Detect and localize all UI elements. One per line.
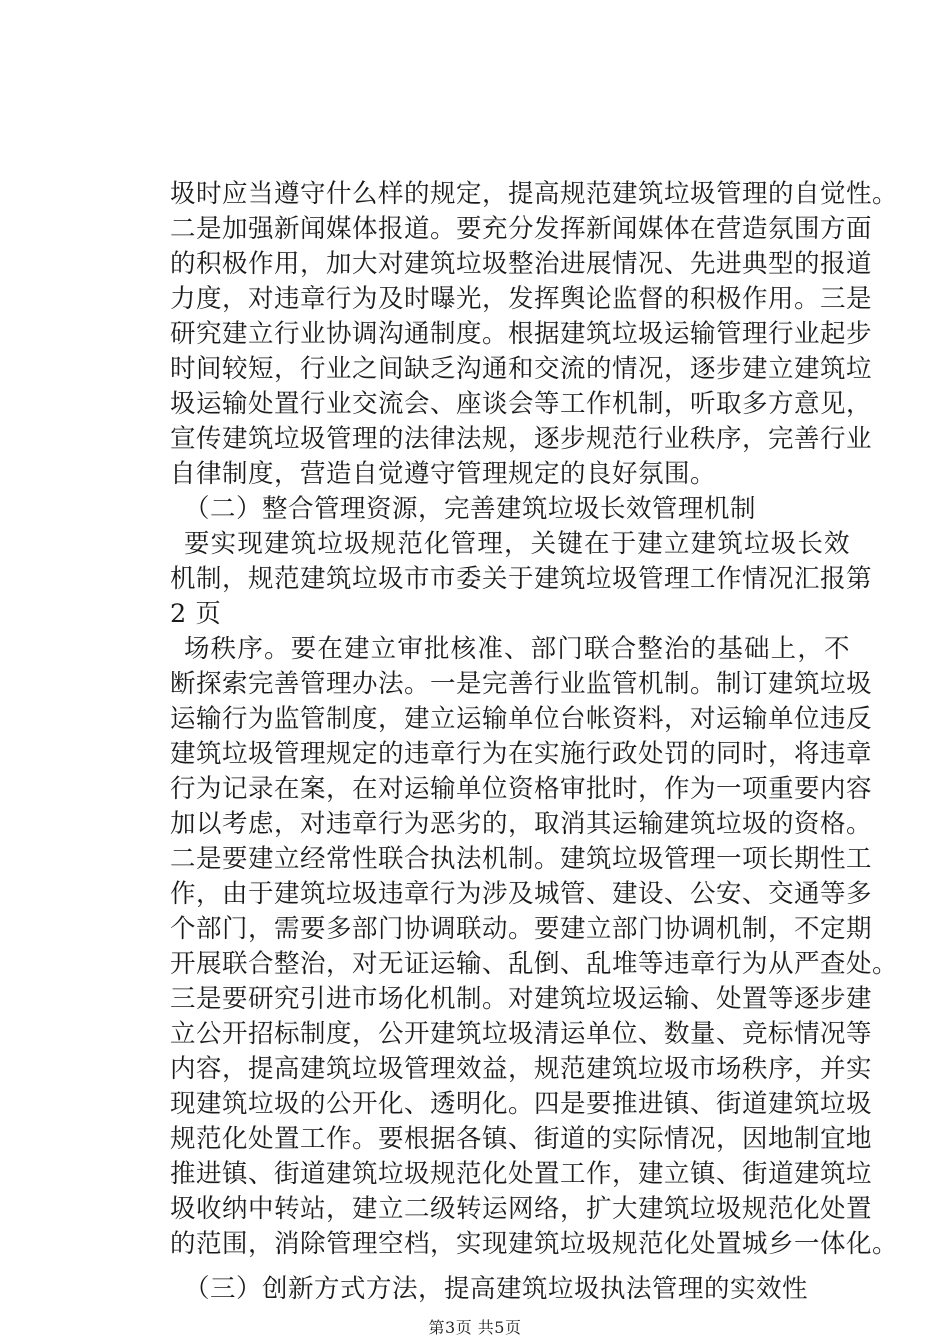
paragraph-line: 2 页: [170, 599, 222, 629]
page-footer: 第3页 共5页: [428, 1318, 522, 1337]
paragraph-line: 三是要研究引进市场化机制。对建筑垃圾运输、处置等逐步建: [170, 984, 873, 1014]
paragraph-line: 作，由于建筑垃圾违章行为涉及城管、建设、公安、交通等多: [170, 879, 873, 909]
section-heading-3: （三）创新方式方法，提高建筑垃圾执法管理的实效性: [184, 1274, 809, 1304]
paragraph-line: 圾运输处置行业交流会、座谈会等工作机制，听取多方意见，: [170, 389, 873, 419]
paragraph-line: 运输行为监管制度，建立运输单位台帐资料，对运输单位违反: [170, 704, 873, 734]
paragraph-line: 的积极作用，加大对建筑垃圾整治进展情况、先进典型的报道: [170, 249, 873, 279]
section-heading-2: （二）整合管理资源，完善建筑垃圾长效管理机制: [184, 494, 757, 524]
paragraph-line: 研究建立行业协调沟通制度。根据建筑垃圾运输管理行业起步: [170, 319, 873, 349]
paragraph-line: 力度，对违章行为及时曝光，发挥舆论监督的积极作用。三是: [170, 284, 873, 314]
paragraph-line: 断探索完善管理办法。一是完善行业监管机制。制订建筑垃圾: [170, 669, 873, 699]
paragraph-line: 建筑垃圾管理规定的违章行为在实施行政处罚的同时，将违章: [170, 739, 873, 769]
paragraph-line: 行为记录在案，在对运输单位资格审批时，作为一项重要内容: [170, 774, 873, 804]
paragraph-line: 推进镇、街道建筑垃圾规范化处置工作，建立镇、街道建筑垃: [170, 1159, 873, 1189]
paragraph-line: 立公开招标制度，公开建筑垃圾清运单位、数量、竞标情况等: [170, 1019, 873, 1049]
paragraph-line: 要实现建筑垃圾规范化管理，关键在于建立建筑垃圾长效: [184, 529, 850, 559]
paragraph-line: 圾时应当遵守什么样的规定，提高规范建筑垃圾管理的自觉性。: [170, 179, 899, 209]
paragraph-line: 个部门，需要多部门协调联动。要建立部门协调机制，不定期: [170, 914, 873, 944]
paragraph-line: 现建筑垃圾的公开化、透明化。四是要推进镇、街道建筑垃圾: [170, 1089, 873, 1119]
paragraph-line: 宣传建筑垃圾管理的法律法规，逐步规范行业秩序，完善行业: [170, 424, 873, 454]
paragraph-line: 内容，提高建筑垃圾管理效益，规范建筑垃圾市场秩序，并实: [170, 1054, 873, 1084]
paragraph-line: 机制，规范建筑垃圾市市委关于建筑垃圾管理工作情况汇报第: [170, 564, 873, 594]
paragraph-line: 时间较短，行业之间缺乏沟通和交流的情况，逐步建立建筑垃: [170, 354, 873, 384]
paragraph-line: 场秩序。要在建立审批核准、部门联合整治的基础上，不: [184, 634, 850, 664]
paragraph-line: 开展联合整治，对无证运输、乱倒、乱堆等违章行为从严查处。: [170, 949, 899, 979]
paragraph-line: 的范围，消除管理空档，实现建筑垃圾规范化处置城乡一体化。: [170, 1229, 899, 1259]
paragraph-line: 二是要建立经常性联合执法机制。建筑垃圾管理一项长期性工: [170, 844, 873, 874]
paragraph-line: 自律制度，营造自觉遵守管理规定的良好氛围。: [170, 459, 717, 489]
paragraph-line: 二是加强新闻媒体报道。要充分发挥新闻媒体在营造氛围方面: [170, 214, 873, 244]
paragraph-line: 圾收纳中转站，建立二级转运网络，扩大建筑垃圾规范化处置: [170, 1194, 873, 1224]
paragraph-line: 规范化处置工作。要根据各镇、街道的实际情况，因地制宜地: [170, 1124, 873, 1154]
paragraph-line: 加以考虑，对违章行为恶劣的，取消其运输建筑垃圾的资格。: [170, 809, 873, 839]
